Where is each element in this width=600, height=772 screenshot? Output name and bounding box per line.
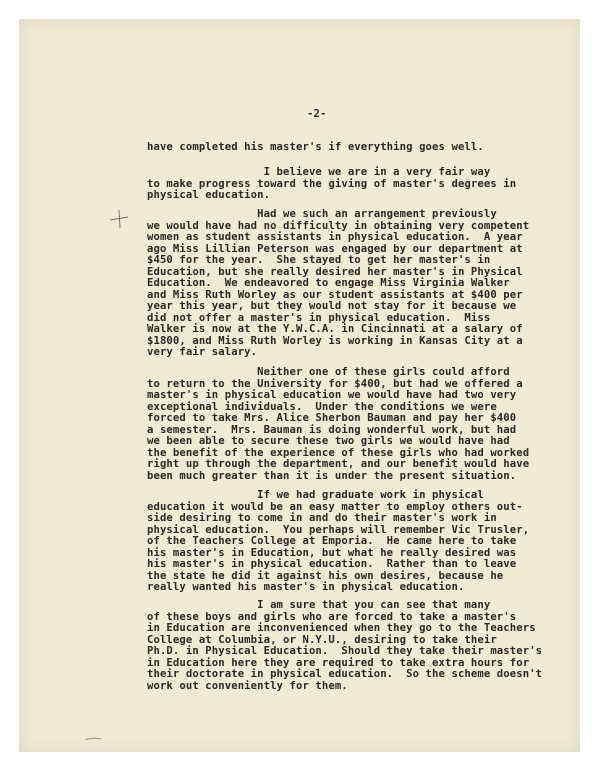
paragraph-3 — [147, 209, 529, 359]
text-line: Walker is now at the Y.W.C.A. in Cincinnati at a salary of — [147, 323, 523, 335]
pencil-tick-mark — [84, 735, 102, 743]
text-line: $450 for the year. She stayed to get her master's in — [147, 254, 491, 266]
text-line: If we had graduate work in physical — [147, 489, 484, 501]
text-line: physical education. — [147, 189, 271, 201]
text-line: education it would be an easy matter to employ others out- — [147, 500, 523, 513]
letter-page — [19, 19, 580, 752]
text-line: work out conveniently for them. — [147, 679, 348, 692]
text-line: been much greater than it is under the present situation. — [147, 469, 517, 482]
text-line: Education. We endeavored to engage Miss Virginia Walker — [147, 277, 510, 289]
paragraph-1 — [147, 142, 484, 154]
text-line: exceptional individuals. Under the conditions we were — [147, 400, 497, 413]
text-line: his master's in Education, but what he really desired was — [147, 546, 517, 559]
text-line: I believe we are in a very fair way — [147, 166, 491, 178]
text-line: College at Columbia, or N.Y.U., desiring to take their — [147, 633, 497, 646]
text-line: the benefit of the experience of these girls who had worked — [147, 446, 530, 459]
text-line: to make progress toward the giving of master's degrees in — [147, 177, 517, 190]
text-line: forced to take Mrs. Alice Sherbon Bauman and pay her $400 — [147, 412, 517, 424]
text-line: I am sure that you can see that many — [147, 599, 491, 611]
text-line: of the Teachers College at Emporia. He came here to take — [147, 535, 517, 547]
text-line: in Education are inconvenienced when they go to the Teachers — [147, 622, 536, 634]
text-line: side desiring to come in and do their master's work in — [147, 512, 497, 524]
text-line: did not offer a master's in physical education. Miss — [147, 311, 491, 324]
text-line: and Miss Ruth Worley as our student assistants at $400 per — [147, 288, 523, 301]
text-line: their doctorate in physical education. So the scheme doesn't — [147, 668, 543, 680]
text-line: his master's in physical education. Rather than to leave — [147, 558, 517, 570]
text-line: master's in physical education we would have had two very — [147, 389, 517, 401]
text-line: Ph.D. in Physical Education. Should they take their master's — [147, 645, 543, 657]
text-line: very fair salary. — [147, 346, 258, 358]
text-line: Education, but she really desired her master's in Physical — [147, 265, 523, 278]
text-line: have completed his master's if everything goes well. — [147, 141, 484, 153]
text-line: ago Miss Lillian Peterson was engaged by our department at — [147, 242, 523, 255]
text-line: to return to the University for $400, but had we offered a — [147, 377, 523, 390]
pencil-cross-mark — [107, 207, 131, 231]
paragraph-6 — [147, 600, 542, 692]
text-line: women as student assistants in physical education. A year — [147, 231, 523, 243]
text-line: right up through the department, and our benefit would have — [147, 458, 530, 470]
text-line: Had we such an arrangement previously — [147, 208, 497, 220]
text-line: year this year, but they would not stay for it because we — [147, 300, 517, 312]
text-line: we would have had no difficulty in obtaining very competent — [147, 219, 530, 232]
paragraph-2 — [147, 167, 516, 202]
text-line: the state he did it against his own desires, because he — [147, 569, 504, 582]
paragraph-5 — [147, 490, 529, 594]
text-line: Neither one of these girls could afford — [147, 366, 510, 378]
text-line: physical education. You perhaps will remember Vic Trusler, — [147, 523, 530, 536]
text-line: a semester. Mrs. Bauman is doing wonderful work, but had — [147, 423, 517, 436]
text-line: really wanted his master's in physical education. — [147, 581, 465, 593]
text-line: of these boys and girls who are forced to take a master's — [147, 610, 517, 623]
text-line: $1800, and Miss Ruth Worley is working in Kansas City at a — [147, 334, 523, 347]
text-line: we been able to secure these two girls we would have had — [147, 435, 510, 447]
page-number: -2- — [307, 108, 327, 120]
text-line: in Education here they are required to take extra hours for — [147, 656, 530, 669]
paragraph-4 — [147, 367, 529, 482]
